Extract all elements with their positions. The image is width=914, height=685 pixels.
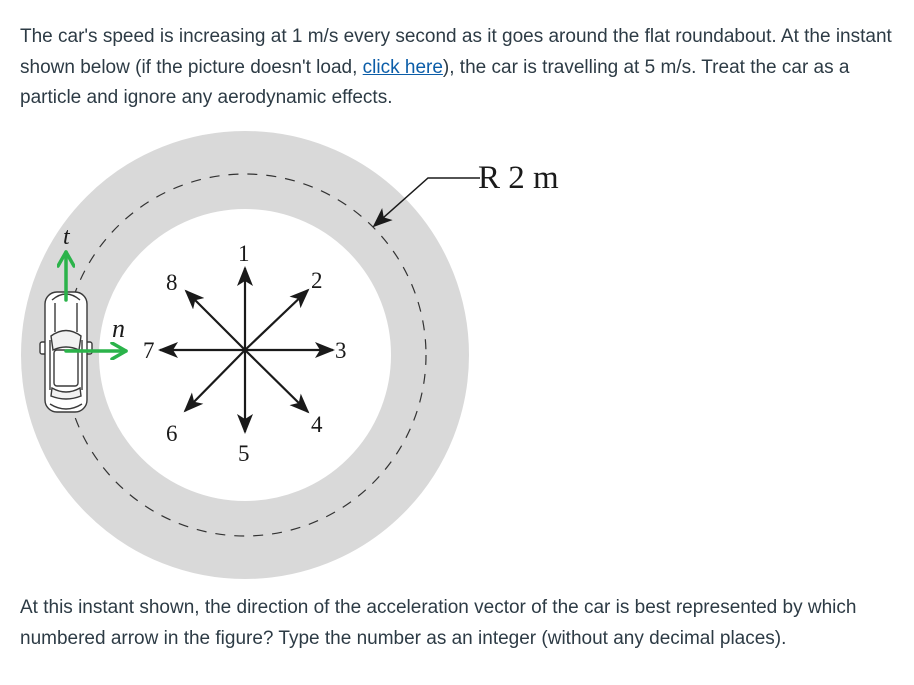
arrow-label-4: 4 xyxy=(311,412,323,437)
intro-text-before-link: The car's speed is increasing at 1 m/s every second as it goes around the flat roundabout. At the instant shown below (if the picture doesn't load, xyxy=(20,26,892,78)
arrow-label-7: 7 xyxy=(143,338,155,363)
arrow-label-3: 3 xyxy=(335,338,347,363)
click-here-link[interactable]: click here xyxy=(362,56,443,78)
direction-arrows xyxy=(160,268,333,432)
arrow-label-5: 5 xyxy=(238,441,250,466)
arrow-4 xyxy=(245,350,308,412)
arrow-8 xyxy=(186,291,245,350)
arrow-label-6: 6 xyxy=(166,421,178,446)
arrow-label-8: 8 xyxy=(166,270,178,295)
tangent-axis-label: t xyxy=(63,224,70,250)
normal-axis-label: n xyxy=(112,314,125,343)
radius-label: R 2 m xyxy=(478,160,559,196)
arrow-label-2: 2 xyxy=(311,268,323,293)
arrow-label-1: 1 xyxy=(238,241,250,266)
intro-text-after-link: ), the car is travelling at 5 m/s. Treat the car as a particle and ignore any aerodynamic effects. xyxy=(20,56,850,108)
arrow-2 xyxy=(245,290,308,350)
arrow-6 xyxy=(185,350,245,411)
question-prompt: At this instant shown, the direction of the acceleration vector of the car is best represented by which numbered arrow in the figure? Type the number as an integer (without any decimal places). xyxy=(20,597,857,649)
